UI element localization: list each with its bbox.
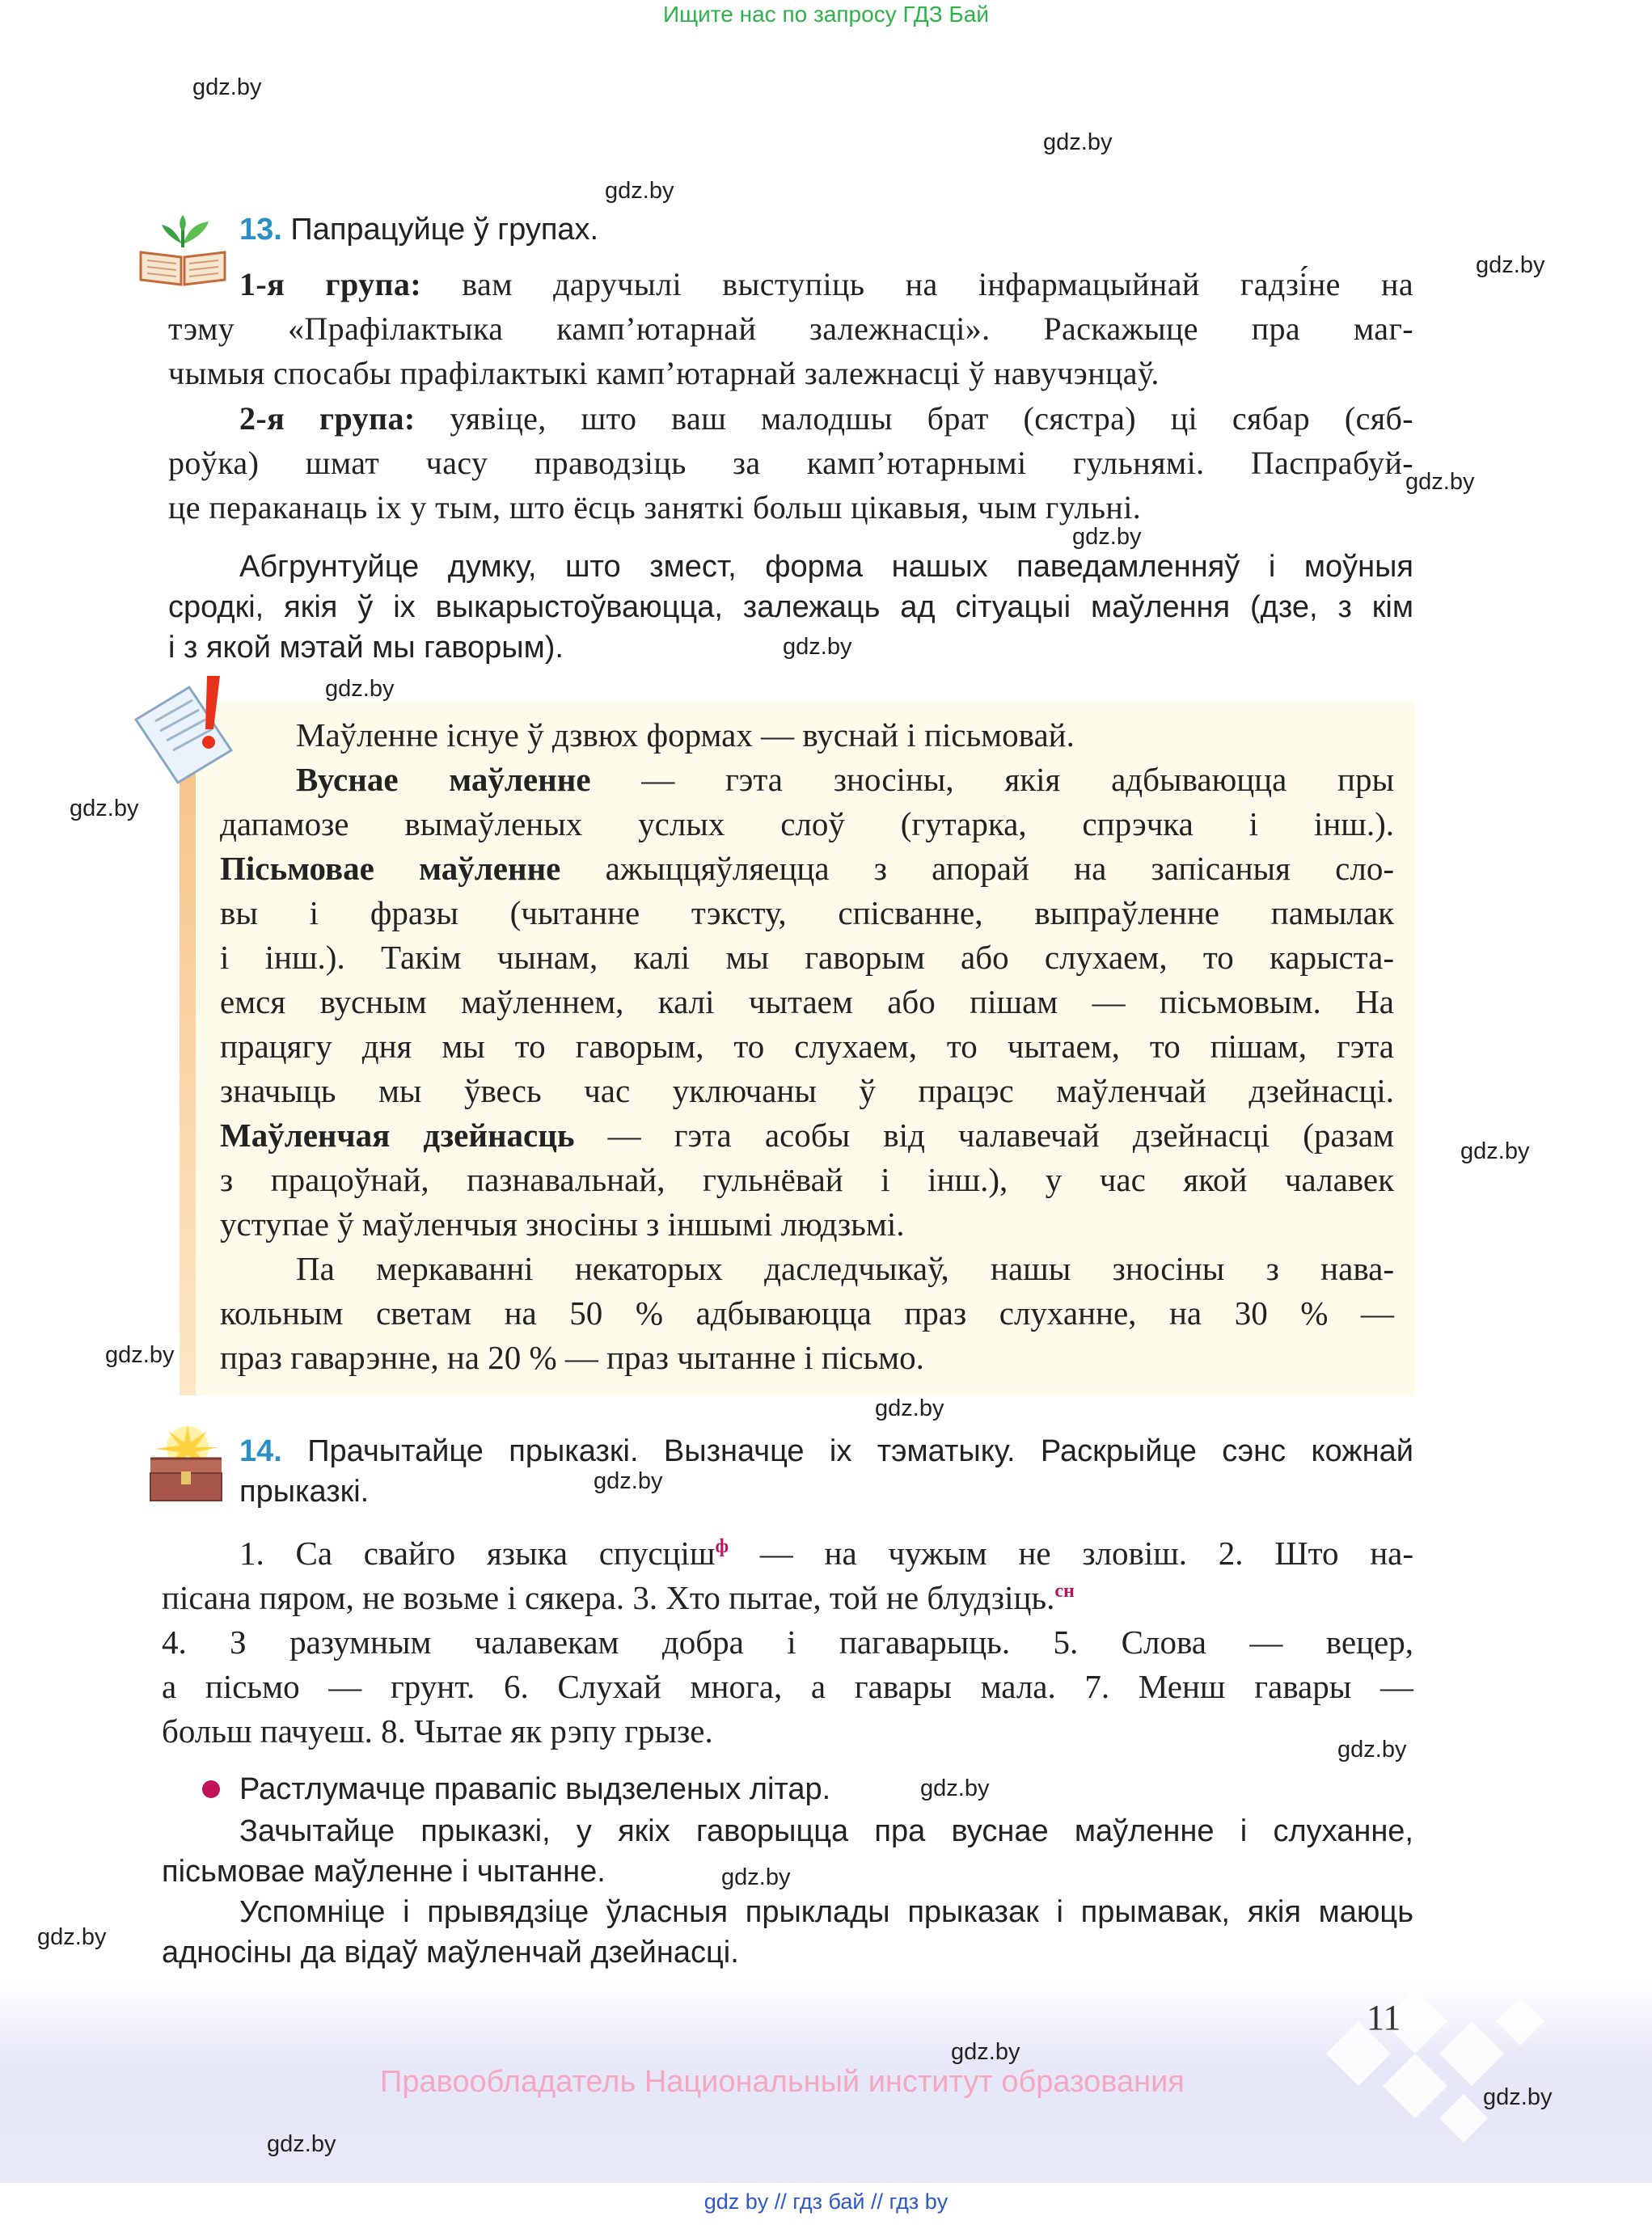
bottom-banner[interactable]: gdz by // гдз бай // гдз by [703,2189,949,2214]
proverb-text: — на чужым не зловіш. 2. Што на- [729,1535,1413,1572]
rule-line: праз гаварэнне, на 20 % — праз чытанне і пісьмо. [220,1339,924,1376]
watermark: gdz.by [1483,2084,1553,2110]
proverb-text: 1. Са свайго языка спусціш [239,1535,716,1572]
watermark: gdz.by [1043,129,1113,155]
task-13-group-1-line [239,262,1413,306]
open-book-sprout-icon [137,207,228,288]
rule-line [220,1113,1394,1158]
rule-line: емся вусным маўленнем, калі чытаем або пішам — пісьмовым. На [220,983,1394,1020]
group-2-text: уявіце, што ваш малодшы брат (сястра) ці сябар (сяб- [415,400,1413,437]
diamond-pattern-decoration [1294,1973,1553,2151]
watermark: gdz.by [1337,1737,1407,1763]
term-written-speech: Пісьмовае маўленне [220,850,561,887]
rule-line: кольным светам на 50 % адбываюцца праз слуханне, на 30 % — [220,1294,1394,1332]
top-banner[interactable]: Ищите нас по запросу ГДЗ Бай [662,2,990,27]
watermark: gdz.by [70,796,139,821]
rule-line: значыць мы ўвесь час уключаны ў працэс маўленчай дзейнасці. [220,1072,1394,1109]
task-13-note-line: Абгрунтуйце думку, што змест, форма нашых паведамленняў і моўныя [239,550,1413,584]
term-speech-activity: Маўленчая дзейнасць [220,1117,575,1154]
task-14-instruction-line: Зачытайце прыказкі, у якіх гаворыцца пра вуснае маўленне і слуханне, [239,1814,1413,1848]
rule-line: уступае ў маўленчыя зносіны з іншымі людзьмі. [220,1205,905,1243]
term-oral-speech: Вуснае маўленне [296,761,591,798]
rule-line: і інш.). Такім чынам, калі мы гаворым або слухаем, то карыста- [220,939,1394,976]
task-14-bullet-line: Растлумачце правапіс выдзеленых літар. [239,1772,831,1806]
watermark: gdz.by [605,178,674,204]
task-13-group-2-line: це пераканаць іх у тым, што ёсць заняткі больш цікавыя, чым гульні. [168,489,1142,526]
proverb-text: пісана пяром, не возьме і сякера. 3. Хто пытае, той не блудзіць. [162,1579,1055,1616]
group-1-label: 1-я група: [239,266,422,302]
rule-line: Маўленне існуе ў дзвюх формах — вуснай і пісьмовай. [296,716,1075,754]
task-13-note-line: і з якой мэтай мы гаворым). [168,631,564,665]
rule-line: працягу дня мы то гаворым, то слухаем, то чытаем, то пішам, гэта [220,1028,1394,1065]
task-13-number: 13. [239,213,282,247]
task-14-title: Прачытайце прыказкі. Вызначце іх тэматыку. Раскрыйце сэнс кожнай [281,1434,1413,1468]
task-13-note-line: сродкі, якія ў іх выкарыстоўваюцца, залежаць ад сітуацыі маўлення (дзе, з кім [168,590,1413,624]
watermark: gdz.by [875,1395,944,1421]
rule-line-rest: — гэта зносіны, якія адбываюцца пры [590,761,1394,798]
rule-box-left-bar [180,720,196,1395]
task-14-instruction-line: пісьмовае маўленне і чытанне. [162,1855,606,1889]
watermark: gdz.by [37,1924,107,1950]
task-13-title: Папрацуйце ў групах. [281,213,599,247]
watermark: gdz.by [267,2131,336,2157]
watermark: gdz.by [325,676,395,702]
watermark: gdz.by [1405,469,1475,495]
rule-line: вы і фразы (чытанне тэксту, спісванне, выпраўленне памылак [220,894,1394,931]
rule-line-rest: — гэта асобы від чалавечай дзейнасці (разам [574,1117,1394,1154]
rule-line-rest: ажыццяўляецца з апорай на запісаныя сло- [560,850,1394,887]
group-1-text: вам даручылі выступіць на інфармацыйнай гадзі́не на [421,266,1413,302]
watermark: gdz.by [594,1468,663,1494]
watermark: gdz.by [105,1342,175,1368]
rule-line: дапамозе вымаўленых услых слоў (гутарка, спрэчка і інш.). [220,805,1394,842]
watermark: gdz.by [721,1864,791,1890]
watermark: gdz.by [951,2039,1020,2065]
watermark: gdz.by [1476,252,1545,278]
task-13-heading [239,209,598,251]
watermark: gdz.by [783,634,852,660]
task-14-heading [239,1431,1413,1471]
watermark: gdz.by [920,1775,990,1801]
proverbs-line: больш пачуеш. 8. Чытае як рэпу грызе. [162,1712,713,1750]
rule-line: Па меркаванні некаторых даследчыкаў, нашы зносіны з нава- [296,1250,1394,1287]
page-number: 11 [1367,1998,1401,2037]
treasure-chest-icon [146,1423,226,1504]
proverbs-line: 4. З разумным чалавекам добра і пагаварыць. 5. Слова — вецер, [162,1623,1413,1661]
watermark: gdz.by [1460,1138,1530,1164]
task-13-group-2-line: роўка) шмат часу праводзіць за камп’ютарнымі гульнямі. Паспрабуй- [168,445,1413,481]
phonetic-mark: ф [715,1536,729,1557]
proverbs-line: а пісьмо — грунт. 6. Слухай многа, а гавары мала. 7. Менш гавары — [162,1668,1413,1705]
proverbs-line [162,1576,1413,1620]
proverbs-line [239,1531,1413,1576]
task-13-group-2-line [239,396,1413,441]
copyright-notice: Правообладатель Национальный институт образования [380,2065,1185,2099]
task-13-group-1-line: чымыя спосабы прафілактыкі камп’ютарнай залежнасці ў навучэнцаў. [168,355,1160,391]
group-2-label: 2-я група: [239,400,416,437]
task-13-group-1-line: тэму «Прафілактыка камп’ютарнай залежнасці». Раскажыце пра маг- [168,310,1413,347]
task-14-number: 14. [239,1434,282,1468]
task-14-instruction-line: адносіны да відаў маўленчай дзейнасці. [162,1936,739,1970]
rule-line [296,758,1394,802]
task-14-instruction-line: Успомніце і прывядзіце ўласныя прыклады прыказак і прымавак, якія маюць [239,1895,1413,1929]
semantic-mark: сн [1054,1581,1075,1602]
bullet-icon [202,1780,220,1798]
watermark: gdz.by [192,74,262,100]
task-14-title-line: прыказкі. [239,1475,370,1509]
exclamation-note-icon [133,673,246,786]
watermark: gdz.by [1072,524,1142,550]
rule-line [220,847,1394,891]
rule-line: з працоўнай, пазнавальнай, гульнёвай і інш.), у час якой чалавек [220,1161,1394,1198]
